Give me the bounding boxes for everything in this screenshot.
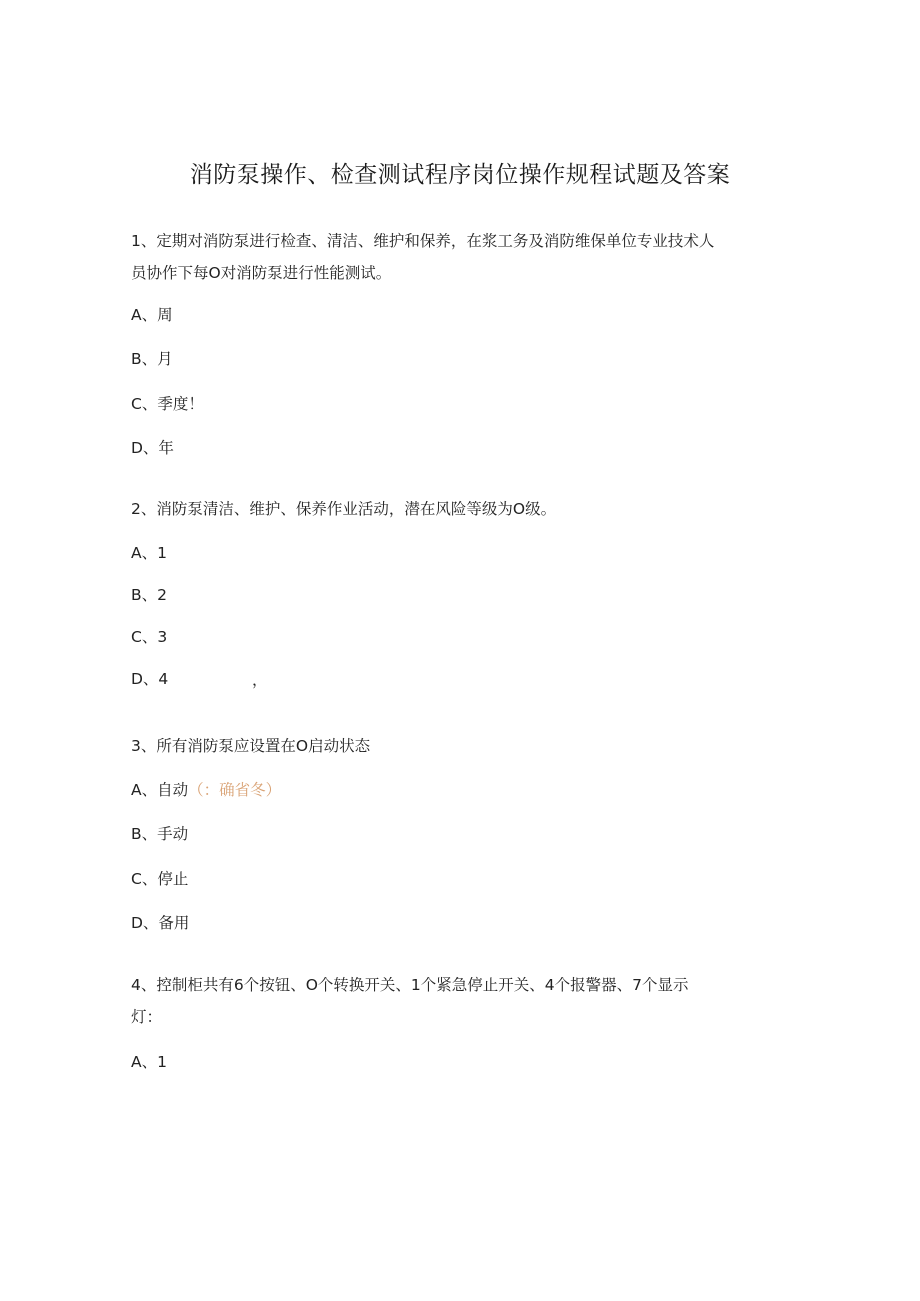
question-2-option-c: C、3 [131,628,168,646]
question-2-stem: 2、消防泵清洁、维护、保养作业活动，潜在风险等级为O级。 [131,500,557,518]
question-4-stem-line-1: 4、控制柜共有6个按钮、O个转换开关、1个紧急停止开关、4个报警器、7个显示 [131,976,689,994]
question-1-option-b: B、月 [131,350,173,368]
question-3-option-d: D、备用 [131,914,190,932]
question-3-option-a [131,780,281,800]
question-1-option-a: A、周 [131,306,173,324]
stray-comma-mark: ， [252,671,268,689]
question-4-option-a: A、1 [131,1053,167,1071]
question-3-option-b: B、手动 [131,825,189,843]
question-2-option-d: D、4 [131,670,169,688]
answer-annotation: （：确省冬） [188,781,282,799]
question-1-stem-line-1: 1、定期对消防泵进行检查、清洁、维护和保养，在浆工务及消防维保单位专业技术人 [131,232,715,250]
question-4-stem-line-2: 灯： [131,1008,163,1026]
document-title: 消防泵操作、检查测试程序岗位操作规程试题及答案 [189,162,731,188]
question-3-option-a-label: A、自动 [131,781,189,799]
question-2-option-b: B、2 [131,586,167,604]
question-3-stem: 3、所有消防泵应设置在O启动状态 [131,737,371,755]
question-1-stem-line-2: 员协作下每O对消防泵进行性能测试。 [131,264,392,282]
question-1-option-c: C、季度！ [131,395,204,413]
question-1-option-d: D、年 [131,439,174,457]
question-3-option-c: C、停止 [131,870,189,888]
question-2-option-a: A、1 [131,544,167,562]
